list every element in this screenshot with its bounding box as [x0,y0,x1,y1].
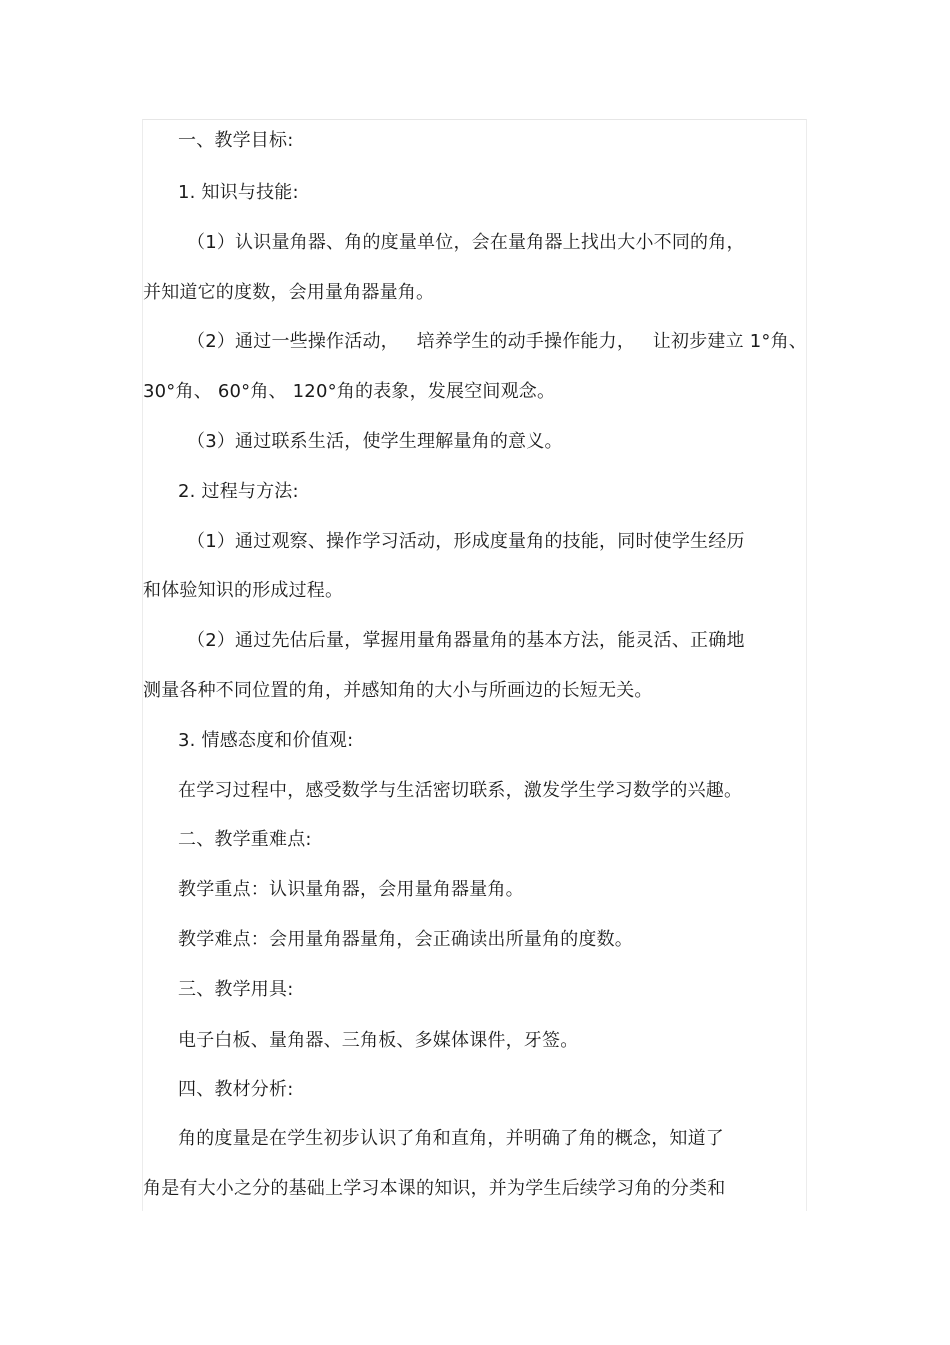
paragraph-line [187,330,807,354]
paragraph-line: 在学习过程中，感受数学与生活密切联系，激发学生学习数学的兴趣。 [178,780,743,801]
section-heading-tools: 三、教学用具: [178,979,294,1000]
paragraph-segment: （2）通过一些操作活动， [187,331,399,352]
subheading-knowledge-skills: 1. 知识与技能: [178,182,299,203]
paragraph-line: （2）通过先估后量，掌握用量角器量角的基本方法，能灵活、正确地 [187,630,745,651]
paragraph-line: （1）通过观察、操作学习活动，形成度量角的技能，同时使学生经历 [187,531,745,552]
section-heading-objectives: 一、教学目标: [178,130,294,151]
paragraph-line: 30°角、 60°角、 120°角的表象，发展空间观念。 [143,381,556,402]
section-heading-key-points: 二、教学重难点: [178,829,312,850]
paragraph-line: 教学难点：会用量角器量角，会正确读出所量角的度数。 [178,929,633,950]
paragraph-line: 电子白板、量角器、三角板、多媒体课件，牙签。 [178,1030,579,1051]
section-heading-material-analysis: 四、教材分析: [178,1079,294,1100]
paragraph-segment: 让初步建立 1°角、 [652,331,807,352]
paragraph-line: 并知道它的度数，会用量角器量角。 [143,282,435,303]
paragraph-line: 角是有大小之分的基础上学习本课的知识，并为学生后续学习角的分类和 [143,1178,726,1199]
paragraph-line: （1）认识量角器、角的度量单位，会在量角器上找出大小不同的角， [187,232,745,253]
paragraph-line: 和体验知识的形成过程。 [143,580,344,601]
paragraph-line: 教学重点：认识量角器，会用量角器量角。 [178,879,524,900]
subheading-attitudes-values: 3. 情感态度和价值观: [178,730,354,751]
paragraph-line: 测量各种不同位置的角，并感知角的大小与所画边的长短无关。 [143,680,653,701]
subheading-process-methods: 2. 过程与方法: [178,481,299,502]
paragraph-segment: 培养学生的动手操作能力， [416,331,636,352]
paragraph-line: 角的度量是在学生初步认识了角和直角，并明确了角的概念，知道了 [178,1128,724,1149]
paragraph-line: （3）通过联系生活，使学生理解量角的意义。 [187,431,563,452]
